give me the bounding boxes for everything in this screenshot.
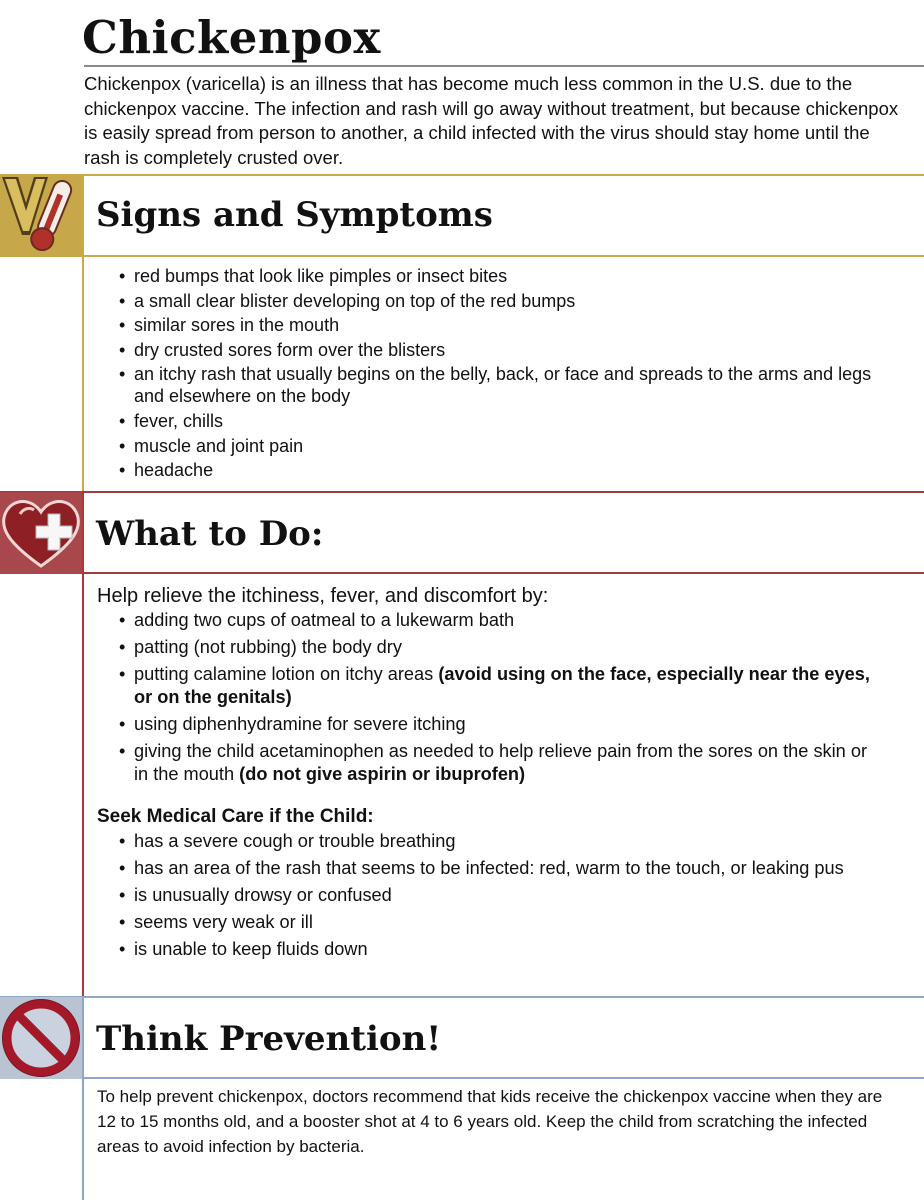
- list-item: • has a severe cough or trouble breathing: [119, 830, 879, 853]
- prevent-left-rule: [82, 996, 84, 1200]
- list-item-warning: (do not give aspirin or ibuprofen): [239, 764, 526, 784]
- todo-left-rule: [82, 491, 84, 997]
- prevention-paragraph: To help prevent chickenpox, doctors recommend that kids receive the chickenpox vaccine when they are 12 to 15 months old, and a booster shot at 4 to 6 years old. Keep the child from scratching the infected areas to avoid infection by bacteria.: [97, 1087, 883, 1156]
- no-sign-icon: [0, 997, 82, 1079]
- signs-top-rule: [0, 174, 924, 176]
- list-item-warning: (avoid using on the face, especially near the eyes, or on the genitals): [134, 664, 870, 707]
- prevent-top-rule: [0, 996, 924, 998]
- list-item: [119, 740, 879, 786]
- title-divider: [84, 65, 924, 67]
- signs-left-rule: [82, 174, 84, 492]
- list-item: • fever, chills: [119, 409, 879, 434]
- list-item: • is unusually drowsy or confused: [119, 884, 879, 907]
- list-item: • is unable to keep fluids down: [119, 938, 879, 961]
- todo-bottom-rule: [0, 572, 924, 574]
- list-item: • red bumps that look like pimples or insect bites: [119, 264, 879, 289]
- list-item: • similar sores in the mouth: [119, 313, 879, 338]
- todo-title: What to Do:: [96, 514, 324, 554]
- todo-intro: Help relieve the itchiness, fever, and discomfort by:: [97, 585, 549, 607]
- intro-paragraph: Chickenpox (varicella) is an illness that has become much less common in the U.S. due to the chickenpox vaccine. The infection and rash will go away without treatment, but because chickenpox is easily spread from person to another, a child infected with the virus should stay home until the rash is completely crusted over.: [84, 73, 899, 168]
- todo-top-rule: [0, 491, 924, 493]
- thermometer-icon: [0, 175, 82, 257]
- list-item-text: an itchy rash that usually begins on the belly, back, or face and spreads to the arms and legs and elsewhere on the body: [134, 363, 872, 406]
- seek-care-heading: Seek Medical Care if the Child:: [97, 806, 374, 827]
- list-item-text: using diphenhydramine for severe itching: [134, 714, 466, 734]
- list-item: • a small clear blister developing on top of the red bumps: [119, 289, 879, 314]
- list-item: • headache: [119, 458, 879, 483]
- prevent-title: Think Prevention!: [96, 1019, 442, 1059]
- list-item-text: patting (not rubbing) the body dry: [134, 637, 402, 657]
- list-item-text: adding two cups of oatmeal to a lukewarm bath: [134, 610, 515, 630]
- heart-cross-icon: [0, 492, 82, 574]
- list-item: • muscle and joint pain: [119, 434, 879, 459]
- list-item: • seems very weak or ill: [119, 911, 879, 934]
- page-title: Chickenpox: [82, 11, 381, 64]
- list-item-text: putting calamine lotion on itchy areas: [134, 664, 434, 684]
- prevent-bottom-rule: [0, 1077, 924, 1079]
- list-item: • dry crusted sores form over the blisters: [119, 338, 879, 363]
- seek-care-list: [119, 830, 879, 965]
- signs-title: Signs and Symptoms: [96, 195, 493, 235]
- signs-list: [119, 264, 879, 483]
- list-item-text: giving the child acetaminophen as needed to help relieve pain from the sores on the skin or in the mouth: [134, 741, 868, 784]
- signs-bottom-rule: [0, 255, 924, 257]
- list-item: [119, 663, 879, 709]
- list-item: [119, 609, 879, 632]
- list-item: • has an area of the rash that seems to be infected: red, warm to the touch, or leaking pus: [119, 857, 879, 880]
- list-item: [119, 713, 879, 736]
- todo-list: [119, 609, 879, 790]
- list-item: [119, 636, 879, 659]
- list-item: [119, 363, 879, 407]
